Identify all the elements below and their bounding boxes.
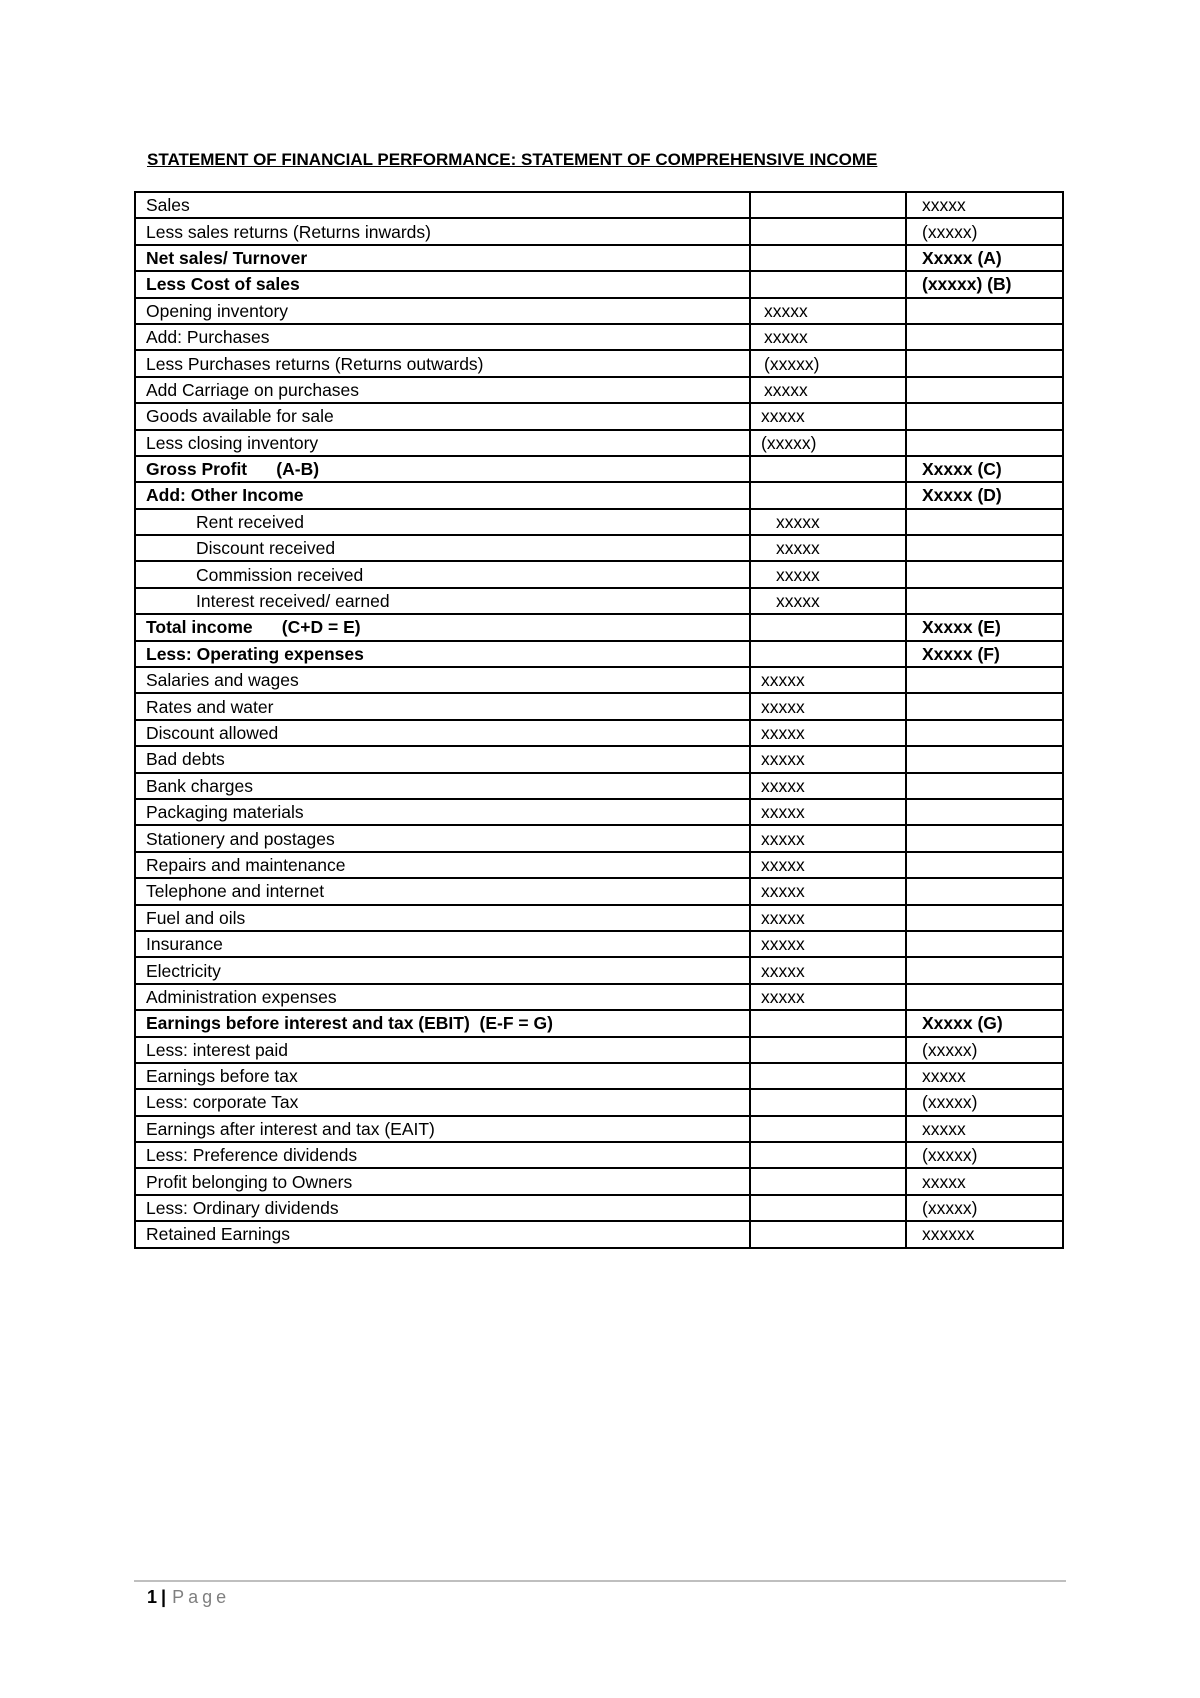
- row-subtotal-value: xxxxx: [750, 588, 906, 614]
- row-subtotal-value: xxxxx: [750, 720, 906, 746]
- footer-separator: |: [161, 1587, 167, 1607]
- row-label: Gross Profit (A-B): [135, 456, 750, 482]
- row-subtotal-value: xxxxx: [750, 535, 906, 561]
- table-row: [135, 667, 1063, 693]
- row-total-value: [906, 984, 1063, 1010]
- row-label: Profit belonging to Owners: [135, 1168, 750, 1194]
- row-subtotal-value: [750, 1168, 906, 1194]
- row-total-value: [906, 350, 1063, 376]
- row-label: Insurance: [135, 931, 750, 957]
- row-label: Less closing inventory: [135, 430, 750, 456]
- table-row: [135, 1037, 1063, 1063]
- row-subtotal-value: [750, 1063, 906, 1089]
- row-total-value: [906, 588, 1063, 614]
- row-total-value: (xxxxx): [906, 1195, 1063, 1221]
- table-row: [135, 245, 1063, 271]
- row-total-value: [906, 561, 1063, 587]
- table-row: [135, 588, 1063, 614]
- row-subtotal-value: [750, 1037, 906, 1063]
- table-row: [135, 1142, 1063, 1168]
- row-label: Salaries and wages: [135, 667, 750, 693]
- row-subtotal-value: xxxxx: [750, 746, 906, 772]
- table-row: [135, 693, 1063, 719]
- row-total-value: [906, 799, 1063, 825]
- table-row: [135, 350, 1063, 376]
- row-subtotal-value: [750, 245, 906, 271]
- row-subtotal-value: xxxxx: [750, 878, 906, 904]
- row-subtotal-value: xxxxx: [750, 984, 906, 1010]
- row-label: Fuel and oils: [135, 905, 750, 931]
- row-total-value: (xxxxx): [906, 1089, 1063, 1115]
- row-total-value: xxxxx: [906, 1168, 1063, 1194]
- table-row: [135, 1010, 1063, 1036]
- table-row: [135, 931, 1063, 957]
- row-subtotal-value: [750, 192, 906, 218]
- row-label: Earnings before interest and tax (EBIT) (E-F = G): [135, 1010, 750, 1036]
- row-subtotal-value: (xxxxx): [750, 430, 906, 456]
- row-total-value: [906, 957, 1063, 983]
- row-label: Less: Ordinary dividends: [135, 1195, 750, 1221]
- document-title: STATEMENT OF FINANCIAL PERFORMANCE: STATEMENT OF COMPREHENSIVE INCOME: [147, 150, 878, 169]
- row-total-value: (xxxxx): [906, 1037, 1063, 1063]
- row-subtotal-value: xxxxx: [750, 773, 906, 799]
- row-subtotal-value: [750, 1089, 906, 1115]
- table-row: [135, 905, 1063, 931]
- row-total-value: xxxxx: [906, 1063, 1063, 1089]
- table-row: [135, 799, 1063, 825]
- page-label: Page: [172, 1587, 231, 1607]
- row-label: Add: Other Income: [135, 482, 750, 508]
- row-total-value: (xxxxx) (B): [906, 271, 1063, 297]
- row-subtotal-value: xxxxx: [750, 799, 906, 825]
- statement-body: [135, 192, 1063, 1248]
- row-label: Less: corporate Tax: [135, 1089, 750, 1115]
- row-subtotal-value: xxxxx: [750, 693, 906, 719]
- row-label: Interest received/ earned: [135, 588, 750, 614]
- row-total-value: [906, 509, 1063, 535]
- row-label: Add: Purchases: [135, 324, 750, 350]
- table-row: [135, 298, 1063, 324]
- row-label: Less Purchases returns (Returns outwards): [135, 350, 750, 376]
- row-subtotal-value: [750, 1142, 906, 1168]
- row-label: Less: Operating expenses: [135, 641, 750, 667]
- row-label: Discount received: [135, 535, 750, 561]
- row-total-value: Xxxxx (C): [906, 456, 1063, 482]
- table-row: [135, 984, 1063, 1010]
- row-label: Discount allowed: [135, 720, 750, 746]
- row-subtotal-value: xxxxx: [750, 509, 906, 535]
- page-footer: [147, 1587, 230, 1608]
- table-row: [135, 852, 1063, 878]
- row-subtotal-value: xxxxx: [750, 825, 906, 851]
- row-subtotal-value: [750, 1116, 906, 1142]
- page-number: 1: [147, 1587, 158, 1607]
- row-subtotal-value: xxxxx: [750, 905, 906, 931]
- row-total-value: [906, 430, 1063, 456]
- row-label: Earnings after interest and tax (EAIT): [135, 1116, 750, 1142]
- row-total-value: Xxxxx (F): [906, 641, 1063, 667]
- row-total-value: [906, 931, 1063, 957]
- row-total-value: xxxxxx: [906, 1221, 1063, 1247]
- row-subtotal-value: [750, 218, 906, 244]
- row-label: Bank charges: [135, 773, 750, 799]
- table-row: [135, 641, 1063, 667]
- table-row: [135, 509, 1063, 535]
- row-total-value: [906, 878, 1063, 904]
- row-label: Add Carriage on purchases: [135, 377, 750, 403]
- row-total-value: (xxxxx): [906, 218, 1063, 244]
- row-total-value: [906, 535, 1063, 561]
- table-row: [135, 1063, 1063, 1089]
- table-row: [135, 1089, 1063, 1115]
- row-total-value: [906, 667, 1063, 693]
- row-total-value: [906, 746, 1063, 772]
- income-statement-table: [134, 191, 1064, 1249]
- table-row: [135, 957, 1063, 983]
- row-total-value: [906, 324, 1063, 350]
- row-subtotal-value: xxxxx: [750, 561, 906, 587]
- table-row: [135, 1221, 1063, 1247]
- row-label: Telephone and internet: [135, 878, 750, 904]
- row-subtotal-value: [750, 482, 906, 508]
- table-row: [135, 561, 1063, 587]
- table-row: [135, 720, 1063, 746]
- row-total-value: Xxxxx (A): [906, 245, 1063, 271]
- table-row: [135, 324, 1063, 350]
- row-total-value: Xxxxx (G): [906, 1010, 1063, 1036]
- table-row: [135, 482, 1063, 508]
- row-total-value: Xxxxx (E): [906, 614, 1063, 640]
- row-label: Goods available for sale: [135, 403, 750, 429]
- table-row: [135, 878, 1063, 904]
- row-total-value: [906, 825, 1063, 851]
- row-label: Opening inventory: [135, 298, 750, 324]
- row-label: Electricity: [135, 957, 750, 983]
- row-label: Less: Preference dividends: [135, 1142, 750, 1168]
- table-row: [135, 614, 1063, 640]
- row-total-value: [906, 298, 1063, 324]
- row-label: Bad debts: [135, 746, 750, 772]
- table-row: [135, 218, 1063, 244]
- row-subtotal-value: [750, 614, 906, 640]
- row-total-value: [906, 377, 1063, 403]
- row-subtotal-value: [750, 271, 906, 297]
- row-label: Less: interest paid: [135, 1037, 750, 1063]
- row-total-value: xxxxx: [906, 192, 1063, 218]
- row-label: Earnings before tax: [135, 1063, 750, 1089]
- row-label: Less sales returns (Returns inwards): [135, 218, 750, 244]
- row-label: Total income (C+D = E): [135, 614, 750, 640]
- row-total-value: [906, 403, 1063, 429]
- row-subtotal-value: (xxxxx): [750, 350, 906, 376]
- row-subtotal-value: [750, 641, 906, 667]
- row-subtotal-value: xxxxx: [750, 403, 906, 429]
- table-row: [135, 377, 1063, 403]
- row-label: Rent received: [135, 509, 750, 535]
- table-row: [135, 192, 1063, 218]
- table-row: [135, 430, 1063, 456]
- row-total-value: [906, 852, 1063, 878]
- row-label: Packaging materials: [135, 799, 750, 825]
- row-total-value: (xxxxx): [906, 1142, 1063, 1168]
- row-subtotal-value: [750, 1195, 906, 1221]
- row-subtotal-value: xxxxx: [750, 957, 906, 983]
- row-total-value: [906, 720, 1063, 746]
- table-row: [135, 403, 1063, 429]
- table-row: [135, 1195, 1063, 1221]
- table-row: [135, 535, 1063, 561]
- row-total-value: Xxxxx (D): [906, 482, 1063, 508]
- table-row: [135, 1168, 1063, 1194]
- row-total-value: [906, 905, 1063, 931]
- footer-divider: [134, 1580, 1066, 1582]
- row-label: Net sales/ Turnover: [135, 245, 750, 271]
- row-label: Retained Earnings: [135, 1221, 750, 1247]
- row-subtotal-value: xxxxx: [750, 324, 906, 350]
- table-row: [135, 825, 1063, 851]
- row-label: Stationery and postages: [135, 825, 750, 851]
- row-total-value: [906, 693, 1063, 719]
- row-label: Repairs and maintenance: [135, 852, 750, 878]
- row-subtotal-value: xxxxx: [750, 667, 906, 693]
- row-total-value: [906, 773, 1063, 799]
- row-total-value: xxxxx: [906, 1116, 1063, 1142]
- row-label: Sales: [135, 192, 750, 218]
- row-subtotal-value: [750, 1010, 906, 1036]
- row-subtotal-value: xxxxx: [750, 377, 906, 403]
- row-label: Less Cost of sales: [135, 271, 750, 297]
- table-row: [135, 271, 1063, 297]
- row-label: Commission received: [135, 561, 750, 587]
- row-label: Administration expenses: [135, 984, 750, 1010]
- row-subtotal-value: xxxxx: [750, 931, 906, 957]
- table-row: [135, 456, 1063, 482]
- row-subtotal-value: xxxxx: [750, 852, 906, 878]
- table-row: [135, 1116, 1063, 1142]
- table-row: [135, 746, 1063, 772]
- table-row: [135, 773, 1063, 799]
- row-subtotal-value: xxxxx: [750, 298, 906, 324]
- row-label: Rates and water: [135, 693, 750, 719]
- row-subtotal-value: [750, 456, 906, 482]
- row-subtotal-value: [750, 1221, 906, 1247]
